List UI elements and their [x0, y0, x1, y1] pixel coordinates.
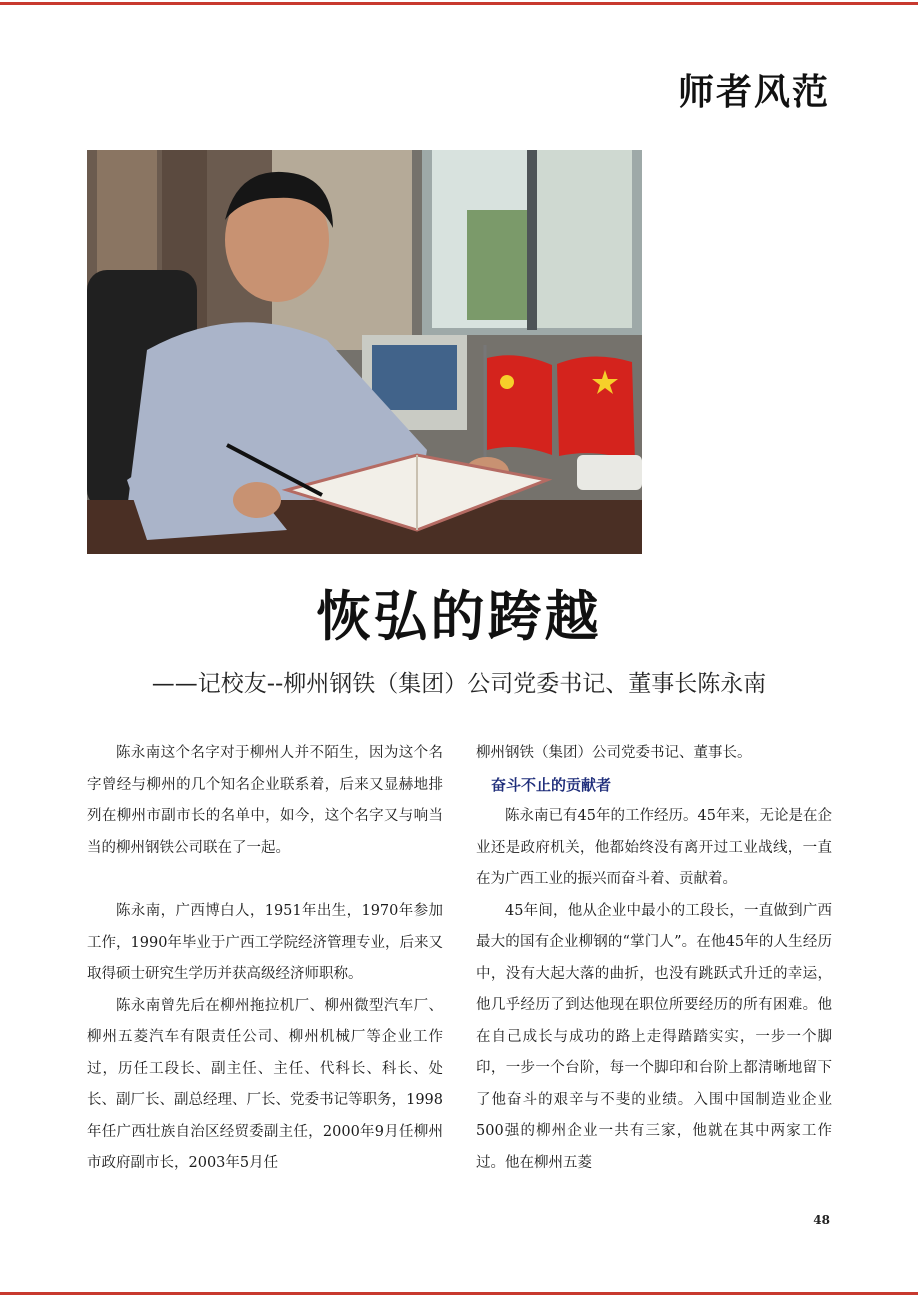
paragraph: 陈永南，广西博白人，1951年出生，1970年参加工作，1990年毕业于广西工学院经济管理专业，后来又取得硕士研究生学历并获高级经济师职称。 [87, 903, 443, 982]
section-subheading: 奋斗不止的贡献者 [491, 775, 612, 794]
paragraph: 陈永南这个名字对于柳州人并不陌生，因为这个名字曾经与柳州的几个知名企业联系着，后来又显赫地排列在柳州市副市长的名单中，如今，这个名字又与响当当的柳州钢铁公司联在了一起。 [87, 745, 443, 856]
right-column [476, 738, 832, 1179]
article-title: 恢弘的跨越 [316, 585, 602, 648]
page-number: 48 [813, 1213, 830, 1227]
national-flag-icon [557, 356, 635, 462]
bottom-rule [0, 1292, 918, 1295]
top-rule [0, 2, 918, 5]
party-flag-icon [487, 355, 552, 455]
paragraph: 陈永南已有45年的工作经历。45年来，无论是在企业还是政府机关，他都始终没有离开过工业战线，一直在为广西工业的振兴而奋斗着、贡献着。 [476, 808, 832, 887]
section-title: 师者风范 [677, 72, 830, 113]
paragraph: 45年间，他从企业中最小的工段长，一直做到广西最大的国有企业柳钢的“掌门人”。在他45年的人生经历中，没有大起大落的曲折，也没有跳跃式升迁的幸运，他几乎经历了到达他现在职位所要经历的所有困难。他在自己成长与成功的路上走得踏踏实实，一步一个脚印，一步一个台阶，每一个脚印和台阶上都清晰地留下了他奋斗的艰辛与不斐的业绩。入围中国制造业企业500强的柳州企业一共有三家，他就在其中两家工作过。他在柳州五菱 [476, 902, 832, 1171]
article-subtitle: ——记校友--柳州钢铁（集团）公司党委书记、董事长陈永南 [151, 671, 767, 697]
portrait-photo [87, 150, 642, 554]
paragraph-continuation: 柳州钢铁（集团）公司党委书记、董事长。 [476, 745, 752, 761]
left-column [87, 738, 443, 1180]
paragraph: 陈永南曾先后在柳州拖拉机厂、柳州微型汽车厂、柳州五菱汽车有限责任公司、柳州机械厂等企业工作过，历任工段长、副主任、主任、代科长、科长、处长、副厂长、副总经理、厂长、党委书记等职务，1998年任广西壮族自治区经贸委副主任，2000年9月任柳州市政府副市长，2003年5月任 [87, 997, 443, 1171]
